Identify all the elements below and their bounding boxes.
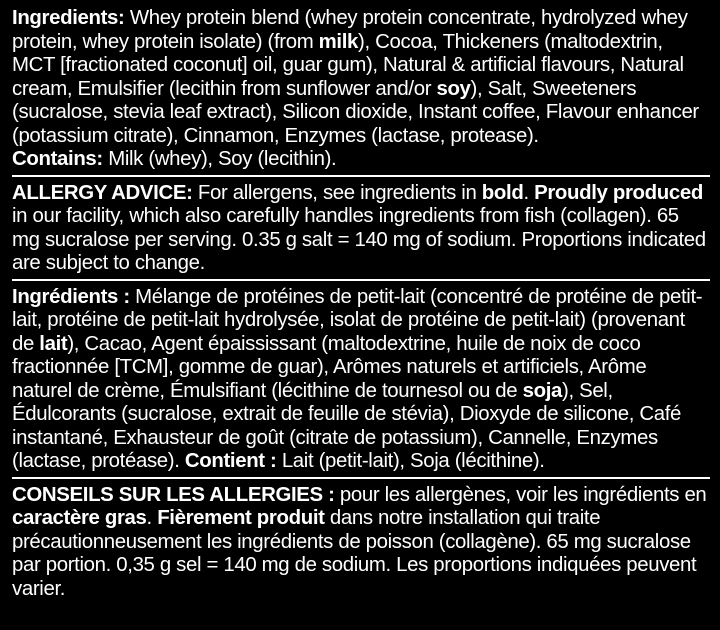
ingredients-text: Whey protein blend (whey protein concentrate, hydrolyzed whey protein, whey protein isolate) (from <box>12 7 688 53</box>
allergy-text-fr: dans notre installation qui traite précautionneusement les ingrédients de poisson (collagène). 65 mg sucralose par portion. 0,35 g sel = 140 mg de sodium. Les proportions indiquées peuvent varier. <box>12 507 697 600</box>
contains-heading: Contains: <box>12 148 103 170</box>
french-allergy-section <box>12 484 710 605</box>
ingredients-heading-fr: Ingrédients : <box>12 285 130 308</box>
allergy-heading: ALLERGY ADVICE: <box>12 181 193 204</box>
ingredients-text: ), Salt, Sweeteners (sucralose, stevia leaf extract), Silicon dioxide, Instant coffee, Flavour enhancer (potassium citrate), Cinnamon, Enzymes (lactase, protease). <box>12 77 699 147</box>
english-ingredients-section <box>12 7 710 177</box>
ingredients-text-fr: Mélange de protéines de petit-lait (concentré de protéine de petit-lait, protéine de petit-lait hydrolysée, isolat de protéine de petit-lait) (provenant de <box>12 285 703 355</box>
contient-text: Lait (petit-lait), Soja (lécithine). <box>276 450 545 472</box>
ingredients-heading: Ingredients: <box>12 7 125 29</box>
allergen-lait: lait <box>39 332 68 355</box>
bold-keyword: bold <box>481 181 524 204</box>
english-allergy-paragraph <box>12 182 710 276</box>
english-allergy-section <box>12 182 710 281</box>
english-contains-paragraph <box>12 148 710 172</box>
ingredients-text-fr: ), Cacao, Agent épaississant (maltodextrine, huile de noix de coco fractionnée [TCM], gomme de guar), Arômes naturels et artificiels, Arôme naturel de crème, Émulsifiant (lécithine de tournesol ou de <box>12 332 647 402</box>
french-ingredients-section <box>12 286 710 479</box>
french-allergy-paragraph <box>12 484 710 602</box>
allergy-text-fr: pour les allergènes, voir les ingrédients en <box>334 483 707 506</box>
allergen-milk: milk <box>318 30 359 53</box>
ingredients-text: ), Cocoa, Thickeners (maltodextrin, MCT [fractionated coconut] oil, guar gum), Natural & artificial flavours, Natural cream, Emulsifier (lecithin from sunflower and/or <box>12 30 684 100</box>
allergen-soja: soja <box>522 379 562 402</box>
contient-heading: Contient : <box>184 450 277 472</box>
allergy-heading-fr: CONSEILS SUR LES ALLERGIES : <box>12 483 335 506</box>
ingredients-text-fr: ), Sel, Édulcorants (sucralose, extrait de feuille de stévia), Dioxyde de silicone, Café instantané, Exhausteur de goût (citrate de potassium), Cannelle, Enzymes (lactase, protéase). <box>12 379 682 472</box>
french-ingredients-paragraph <box>12 286 710 474</box>
allergy-text: in our facility, which also carefully handles ingredients from fish (collagen). 65 mg sucralose per serving. 0.35 g salt = 140 mg of sodium. Proportions indicated are subject to change. <box>12 205 706 274</box>
english-ingredients-paragraph <box>12 7 710 148</box>
proudly-produced-fr: Fièrement produit <box>157 507 325 529</box>
allergen-soy: soy <box>436 77 471 100</box>
proudly-produced: Proudly produced <box>534 181 703 204</box>
allergy-text: . <box>523 181 535 204</box>
contains-text: Milk (whey), Soy (lecithin). <box>102 148 337 170</box>
allergy-text-fr: . <box>146 507 158 529</box>
allergy-text: For allergens, see ingredients in <box>192 181 482 204</box>
bold-keyword-fr: caractère gras <box>12 507 147 529</box>
